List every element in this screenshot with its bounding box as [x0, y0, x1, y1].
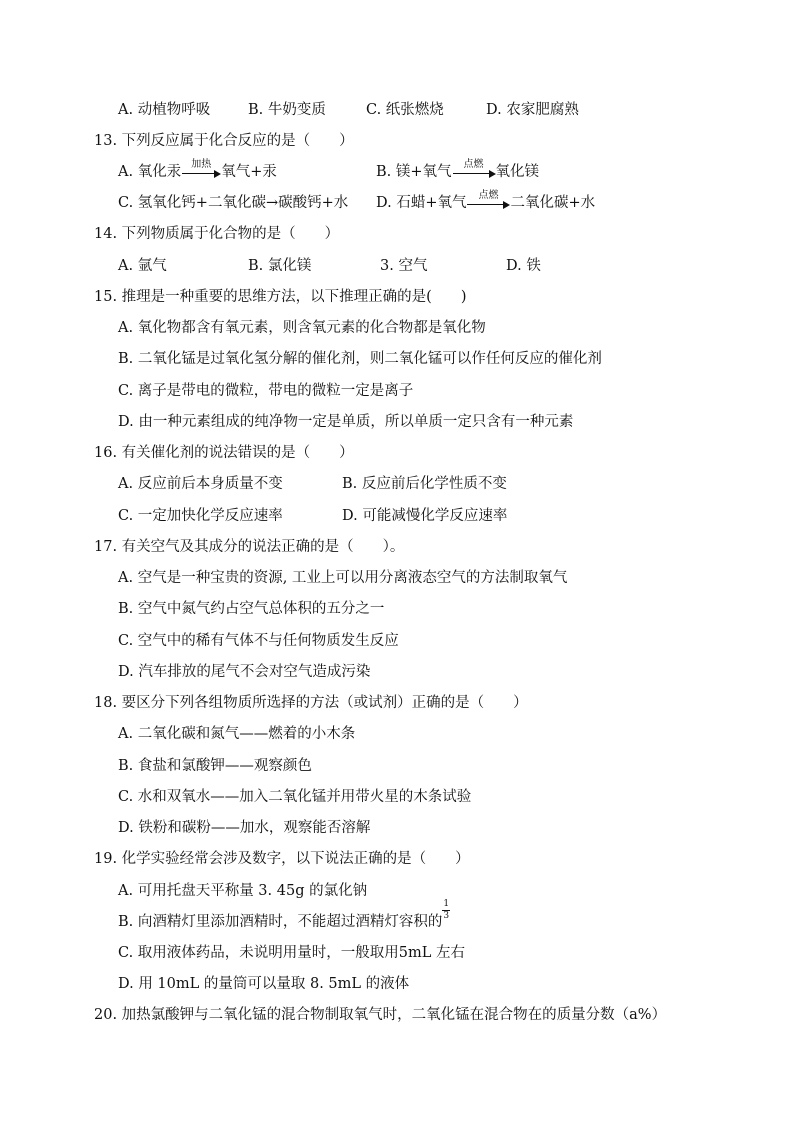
q13-b-left: B. 镁+氧气: [376, 164, 452, 180]
q16-option-a[interactable]: A. 反应前后本身质量不变: [118, 476, 283, 492]
q14-option-d[interactable]: D. 铁: [506, 258, 541, 274]
q13-a-left: A. 氧化汞: [118, 164, 182, 180]
q18-option-a[interactable]: A. 二氧化碳和氮气——燃着的小木条: [118, 726, 356, 742]
q12-option-a[interactable]: A. 动植物呼吸: [118, 102, 211, 118]
q14-option-c[interactable]: 3. 空气: [380, 258, 428, 274]
q20-stem: 20. 加热氯酸钾与二氧化锰的混合物制取氧气时，二氧化锰在混合物在的质量分数（a%）: [94, 1007, 667, 1023]
q14-option-b[interactable]: B. 氯化镁: [248, 258, 312, 274]
q13-option-c[interactable]: C. 氢氧化钙+二氧化碳→碳酸钙+水: [118, 195, 349, 211]
q14-stem: 14. 下列物质属于化合物的是（ ）: [94, 226, 340, 242]
q19-b-text: B. 向酒精灯里添加酒精时，不能超过酒精灯容积的: [118, 914, 443, 930]
q18-option-c[interactable]: C. 水和双氧水——加入二氧化锰并用带火星的木条试验: [118, 789, 472, 805]
q18-stem: 18. 要区分下列各组物质所选择的方法（或试剂）正确的是（ ）: [94, 695, 528, 711]
q15-option-d[interactable]: D. 由一种元素组成的纯净物一定是单质，所以单质一定只含有一种元素: [118, 414, 574, 430]
reaction-arrow-icon: [466, 192, 510, 214]
q13-d-condition: 点燃: [478, 190, 499, 201]
q13-option-a[interactable]: [118, 161, 277, 183]
fraction-denominator: 3: [443, 911, 450, 921]
q17-option-b[interactable]: B. 空气中氮气约占空气总体积的五分之一: [118, 601, 385, 617]
q13-b-right: 氧化镁: [495, 164, 540, 180]
q12-option-b[interactable]: B. 牛奶变质: [248, 102, 326, 118]
q15-stem: 15. 推理是一种重要的思维方法，以下推理正确的是( ): [94, 289, 467, 305]
q13-a-right: 氧气+汞: [221, 164, 277, 180]
q19-option-a[interactable]: A. 可用托盘天平称量 3. 45g 的氯化钠: [118, 883, 368, 899]
q12-option-c[interactable]: C. 纸张燃烧: [366, 102, 444, 118]
q13-option-d[interactable]: [376, 192, 595, 214]
q12-option-d[interactable]: D. 农家肥腐熟: [486, 102, 579, 118]
q15-option-a[interactable]: A. 氧化物都含有氧元素，则含氧元素的化合物都是氧化物: [118, 320, 486, 336]
q16-option-d[interactable]: D. 可能减慢化学反应速率: [342, 508, 508, 524]
fraction-numerator: 1: [443, 899, 450, 909]
fraction-one-third: [442, 899, 452, 933]
q13-option-b[interactable]: [376, 161, 539, 183]
q13-a-condition: 加热: [191, 159, 212, 170]
q15-option-b[interactable]: B. 二氧化锰是过氧化氢分解的催化剂，则二氧化锰可以作任何反应的催化剂: [118, 351, 602, 367]
q17-option-d[interactable]: D. 汽车排放的尾气不会对空气造成污染: [118, 664, 371, 680]
q19-option-d[interactable]: D. 用 10mL 的量筒可以量取 8. 5mL 的液体: [118, 976, 410, 992]
q15-option-c[interactable]: C. 离子是带电的微粒，带电的微粒一定是离子: [118, 383, 414, 399]
reaction-arrow-icon: [452, 161, 496, 183]
q13-d-left: D. 石蜡+氧气: [376, 195, 467, 211]
q17-option-a[interactable]: A. 空气是一种宝贵的资源, 工业上可以用分离液态空气的方法制取氧气: [118, 570, 568, 586]
q17-option-c[interactable]: C. 空气中的稀有气体不与任何物质发生反应: [118, 633, 399, 649]
q16-stem: 16. 有关催化剂的说法错误的是（ ）: [94, 445, 354, 461]
q18-option-d[interactable]: D. 铁粉和碳粉——加水，观察能否溶解: [118, 820, 371, 836]
q19-stem: 19. 化学实验经常会涉及数字，以下说法正确的是（ ）: [94, 851, 470, 867]
q19-option-b[interactable]: [118, 899, 452, 933]
q13-b-condition: 点燃: [463, 159, 484, 170]
reaction-arrow-icon: [181, 161, 221, 183]
q17-stem: 17. 有关空气及其成分的说法正确的是（ ）。: [94, 539, 405, 555]
q19-option-c[interactable]: C. 取用液体药品，未说明用量时，一般取用5mL 左右: [118, 945, 466, 961]
q16-option-c[interactable]: C. 一定加快化学反应速率: [118, 508, 283, 524]
q18-option-b[interactable]: B. 食盐和氯酸钾——观察颜色: [118, 758, 312, 774]
q14-option-a[interactable]: A. 氩气: [118, 258, 167, 274]
q16-option-b[interactable]: B. 反应前后化学性质不变: [342, 476, 507, 492]
q13-stem: 13. 下列反应属于化合反应的是（ ）: [94, 133, 354, 149]
q13-d-right: 二氧化碳+水: [510, 195, 596, 211]
